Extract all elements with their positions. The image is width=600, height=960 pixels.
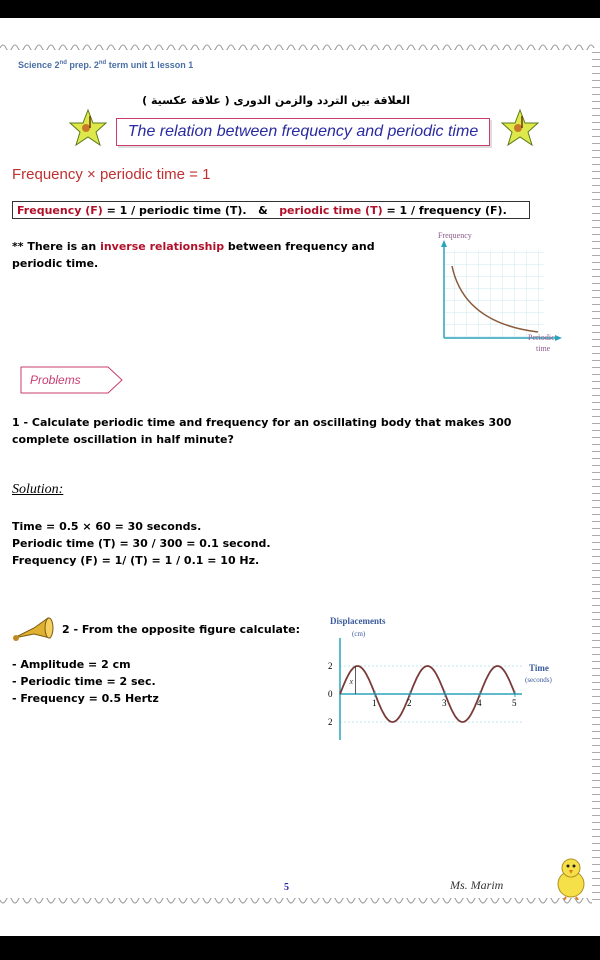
inverse-pre: ** There is an — [12, 240, 101, 253]
inverse-highlight: inverse relationship — [100, 240, 225, 253]
inverse-relation-graph — [430, 228, 570, 358]
problems-label: Problems — [30, 373, 81, 387]
worksheet-page — [0, 18, 600, 936]
graph1-xlabel1: Periodic — [528, 333, 555, 342]
bottom-border-ornament — [0, 898, 600, 906]
chart-x-tick-label: 5 — [512, 698, 517, 708]
arabic-title: العلاقة بين التردد والزمن الدورى ( علاقة عكسية ) — [142, 94, 410, 107]
chart-amplitude-annotation: x — [349, 677, 354, 686]
question-1: 1 - Calculate periodic time and frequency for an oscillating body that makes 300 complete oscillation in half minute? — [12, 416, 512, 446]
chart-x-tick-label: 2 — [407, 698, 412, 708]
chart-x-tick-label: 4 — [477, 698, 482, 708]
chart-y-ticks — [328, 661, 333, 727]
header-prefix: Science 2 — [18, 60, 60, 70]
answer-line: - Frequency = 0.5 Hertz — [12, 692, 159, 705]
chart-yunit: (cm) — [352, 630, 366, 638]
chart-y-tick-label: 0 — [328, 689, 333, 699]
solution-line: Frequency (F) = 1/ (T) = 1 / 0.1 = 10 Hz. — [12, 554, 260, 567]
main-formula: Frequency × periodic time = 1 — [12, 166, 211, 183]
chart-x-tick-label: 3 — [442, 698, 447, 708]
inverse-note — [12, 238, 422, 272]
formula-periodic-label: periodic time (T) — [279, 204, 383, 217]
solution-lines — [12, 518, 271, 569]
author-signature: Ms. Marim — [450, 878, 504, 892]
chick-icon — [554, 856, 588, 900]
answer-line: - Periodic time = 2 sec. — [12, 675, 156, 688]
question-2-answers — [12, 656, 159, 707]
question-2: 2 - From the opposite figure calculate: — [62, 623, 301, 636]
inverse-post: between frequency and periodic time. — [12, 240, 375, 270]
graph1-ylabel: Frequency — [438, 231, 472, 240]
formula-frequency-label: Frequency (F) — [17, 204, 103, 217]
header-sup1: nd — [59, 60, 67, 66]
chart-xlabel: Time — [529, 663, 549, 673]
right-border-ornament — [592, 48, 600, 904]
page-header — [18, 60, 193, 70]
graph1-grid — [444, 250, 544, 338]
chart-ylabel: Displacements — [330, 616, 386, 626]
displacement-time-chart — [300, 616, 570, 746]
chart-xunit: (seconds) — [525, 676, 552, 684]
trumpet-icon — [10, 614, 58, 646]
answer-line: - Amplitude = 2 cm — [12, 658, 131, 671]
formula-box — [12, 201, 530, 219]
chart-y-tick-label: 2 — [328, 661, 333, 671]
lesson-title: The relation between frequency and periodic time — [116, 118, 490, 146]
star-note-icon-left — [68, 108, 108, 148]
solution-line: Time = 0.5 × 60 = 30 seconds. — [12, 520, 202, 533]
header-mid: prep. 2 — [66, 60, 99, 70]
header-sup2: nd — [98, 60, 107, 66]
chart-y-tick-label: 2 — [328, 717, 333, 727]
formula-part4: = 1 / frequency (F). — [382, 204, 507, 217]
problems-banner — [20, 366, 130, 396]
formula-separator: & — [246, 204, 280, 217]
chart-x-tick-label: 1 — [372, 698, 377, 708]
graph1-xlabel2: time — [536, 344, 551, 353]
header-suffix: term unit 1 lesson 1 — [106, 60, 194, 70]
top-border-ornament — [0, 42, 600, 50]
page-number: 5 — [284, 882, 289, 893]
star-note-icon-right — [500, 108, 540, 148]
formula-part2: = 1 / periodic time (T). — [102, 204, 247, 217]
solution-line: Periodic time (T) = 30 / 300 = 0.1 second. — [12, 537, 271, 550]
solution-heading: Solution: — [12, 482, 64, 497]
